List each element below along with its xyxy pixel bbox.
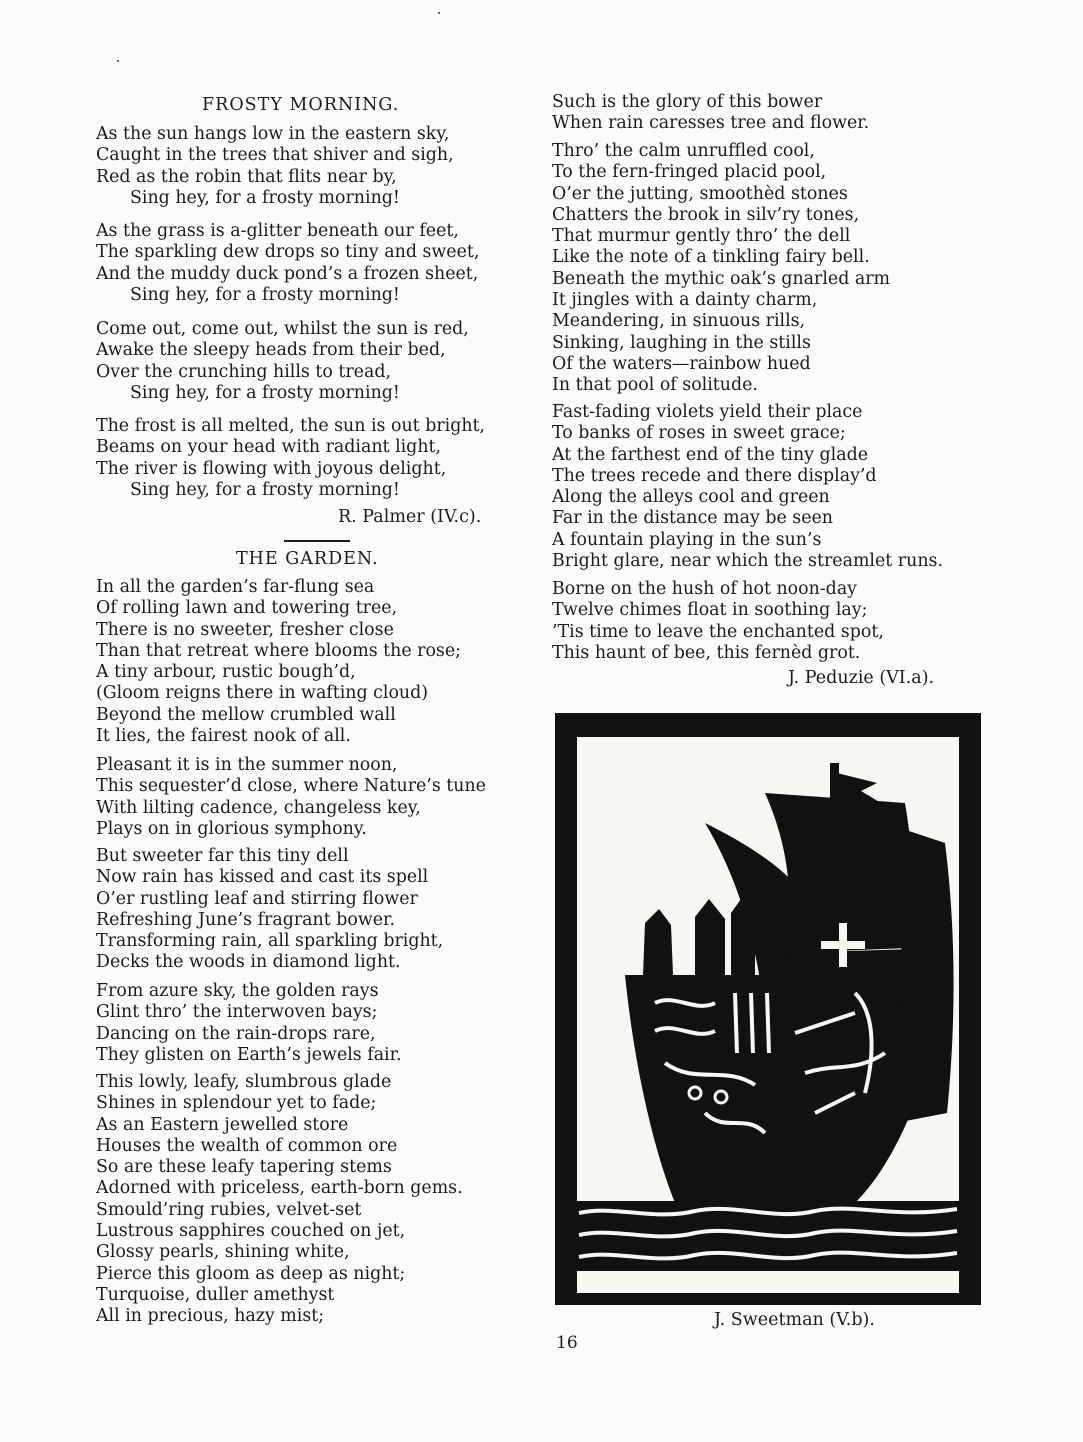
poem-line: The sparkling dew drops so tiny and sweet, xyxy=(96,242,480,263)
poem-line: In all the garden’s far-flung sea xyxy=(96,577,375,597)
poem-line: With lilting cadence, changeless key, xyxy=(96,797,421,818)
poem-line: Beneath the mythic oak’s gnarled arm xyxy=(552,268,891,289)
poem1-title: FROSTY MORNING. xyxy=(202,95,400,115)
poem-refrain: Sing hey, for a frosty morning! xyxy=(130,187,400,208)
poem-line: The frost is all melted, the sun is out bright, xyxy=(96,416,486,436)
poem-refrain: Sing hey, for a frosty morning! xyxy=(130,382,400,403)
poem-line: As the sun hangs low in the eastern sky, xyxy=(96,124,450,144)
poem2-author: J. Peduzie (VI.a). xyxy=(788,668,935,688)
poem-refrain: Sing hey, for a frosty morning! xyxy=(130,479,400,500)
poem-line: Come out, come out, whilst the sun is red, xyxy=(96,319,469,339)
poem1-author: R. Palmer (IV.c). xyxy=(338,507,482,527)
poem1-stanza-1 xyxy=(96,124,454,209)
poem1-stanza-3 xyxy=(96,319,469,404)
poem-line: Dancing on the rain-drops rare, xyxy=(96,1023,376,1044)
poem-line: From azure sky, the golden rays xyxy=(96,981,379,1001)
poem-line: To banks of roses in sweet grace; xyxy=(552,423,846,444)
poem-line: Fast-fading violets yield their place xyxy=(552,402,863,422)
poem-line: It jingles with a dainty charm, xyxy=(552,290,818,311)
poem-line: (Gloom reigns there in wafting cloud) xyxy=(96,683,429,704)
poem-line: Beams on your head with radiant light, xyxy=(96,437,442,458)
poem-line: This lowly, leafy, slumbrous glade xyxy=(96,1072,392,1092)
poem-line: Pierce this gloom as deep as night; xyxy=(96,1263,406,1284)
ship-linocut xyxy=(555,713,981,1305)
poem-line: Thro’ the calm unruffled cool, xyxy=(552,141,815,161)
speck xyxy=(117,60,119,62)
poem2-stanza-1 xyxy=(96,577,461,747)
poem-line: O’er the jutting, smoothèd stones xyxy=(552,183,848,204)
poem-line: This sequester’d close, where Nature’s tune xyxy=(96,776,486,797)
poem-line: Glint thro’ the interwoven bays; xyxy=(96,1002,378,1023)
poem-line: Than that retreat where blooms the rose; xyxy=(96,640,462,661)
section-divider xyxy=(284,540,350,542)
poem-line: Adorned with priceless, earth-born gems. xyxy=(96,1178,463,1199)
poem-line: Lustrous sapphires couched on jet, xyxy=(96,1221,406,1242)
poem-line: Smould’ring rubies, velvet-set xyxy=(96,1199,362,1220)
poem-refrain: Sing hey, for a frosty morning! xyxy=(130,284,400,305)
poem2-stanza-5 xyxy=(96,1072,463,1328)
poem-line: Far in the distance may be seen xyxy=(552,508,834,529)
poem-line: Now rain has kissed and cast its spell xyxy=(96,867,429,888)
poem2-stanza-4 xyxy=(96,981,402,1066)
poem-line: Along the alleys cool and green xyxy=(552,487,830,508)
artwork-caption: J. Sweetman (V.b). xyxy=(714,1310,875,1330)
poem-line: Plays on in glorious symphony. xyxy=(96,818,367,839)
poem-line: This haunt of bee, this fernèd grot. xyxy=(552,642,861,663)
poem-line: They glisten on Earth’s jewels fair. xyxy=(96,1044,402,1065)
poem-line: In that pool of solitude. xyxy=(552,375,758,396)
poem-line: At the farthest end of the tiny glade xyxy=(552,444,869,465)
poem-line: Of the waters—rainbow hued xyxy=(552,353,811,374)
poem-line: Awake the sleepy heads from their bed, xyxy=(96,340,446,361)
poem-line: ’Tis time to leave the enchanted spot, xyxy=(552,621,884,642)
poem2-stanza-7 xyxy=(552,141,890,397)
poem-line: Turquoise, duller amethyst xyxy=(96,1284,335,1305)
poem-line: Borne on the hush of hot noon-day xyxy=(552,579,858,599)
poem2-title: THE GARDEN. xyxy=(236,549,379,569)
poem-line: Such is the glory of this bower xyxy=(552,92,823,112)
poem-line: It lies, the fairest nook of all. xyxy=(96,726,351,747)
poem-line: Shines in splendour yet to fade; xyxy=(96,1093,377,1114)
poem-line: That murmur gently thro’ the dell xyxy=(552,226,851,247)
poem-line: A fountain playing in the sun’s xyxy=(552,529,822,550)
poem-line: As an Eastern jewelled store xyxy=(96,1114,349,1135)
page-number: 16 xyxy=(556,1333,578,1353)
poem-line: Chatters the brook in silv’ry tones, xyxy=(552,204,860,225)
poem-line: Beyond the mellow crumbled wall xyxy=(96,704,396,725)
poem2-stanza-9 xyxy=(552,579,884,664)
poem-line: Bright glare, near which the streamlet runs. xyxy=(552,551,943,572)
poem-line: Decks the woods in diamond light. xyxy=(96,952,401,973)
poem-line: As the grass is a-glitter beneath our feet, xyxy=(96,221,459,241)
poem1-stanza-2 xyxy=(96,221,479,306)
poem-line: To the fern-fringed placid pool, xyxy=(552,162,827,183)
poem2-stanza-2 xyxy=(96,755,486,840)
poem2-stanza-6 xyxy=(552,92,869,135)
ship-linocut-icon xyxy=(555,713,981,1305)
poem-line: Houses the wealth of common ore xyxy=(96,1135,398,1156)
poem-line: When rain caresses tree and flower. xyxy=(552,113,870,134)
poem-line: Transforming rain, all sparkling bright, xyxy=(96,931,444,952)
poem-line: But sweeter far this tiny dell xyxy=(96,846,349,866)
poem-line: So are these leafy tapering stems xyxy=(96,1157,392,1178)
poem-line: Like the note of a tinkling fairy bell. xyxy=(552,247,870,268)
poem-line: Over the crunching hills to tread, xyxy=(96,361,391,382)
poem-line: Meandering, in sinuous rills, xyxy=(552,311,806,332)
poem-line: Glossy pearls, shining white, xyxy=(96,1242,350,1263)
poem-line: Caught in the trees that shiver and sigh, xyxy=(96,145,454,166)
poem2-stanza-3 xyxy=(96,846,443,974)
poem-line: O’er rustling leaf and stirring flower xyxy=(96,888,418,909)
poem2-stanza-8 xyxy=(552,402,943,572)
poem-line: A tiny arbour, rustic bough’d, xyxy=(96,662,356,683)
poem-line: There is no sweeter, fresher close xyxy=(96,619,394,640)
speck xyxy=(438,12,440,14)
poem-line: Red as the robin that flits near by, xyxy=(96,166,397,187)
poem-line: All in precious, hazy mist; xyxy=(96,1306,325,1327)
poem-line: The trees recede and there display’d xyxy=(552,465,877,486)
poem-line: Sinking, laughing in the stills xyxy=(552,332,811,353)
poem-line: The river is flowing with joyous delight, xyxy=(96,458,447,479)
poem-line: Of rolling lawn and towering tree, xyxy=(96,598,398,619)
poem-line: Pleasant it is in the summer noon, xyxy=(96,755,398,775)
poem-line: Twelve chimes float in soothing lay; xyxy=(552,600,868,621)
poem-line: Refreshing June’s fragrant bower. xyxy=(96,909,395,930)
poem-line: And the muddy duck pond’s a frozen sheet, xyxy=(96,263,479,284)
poem1-stanza-4 xyxy=(96,416,485,501)
